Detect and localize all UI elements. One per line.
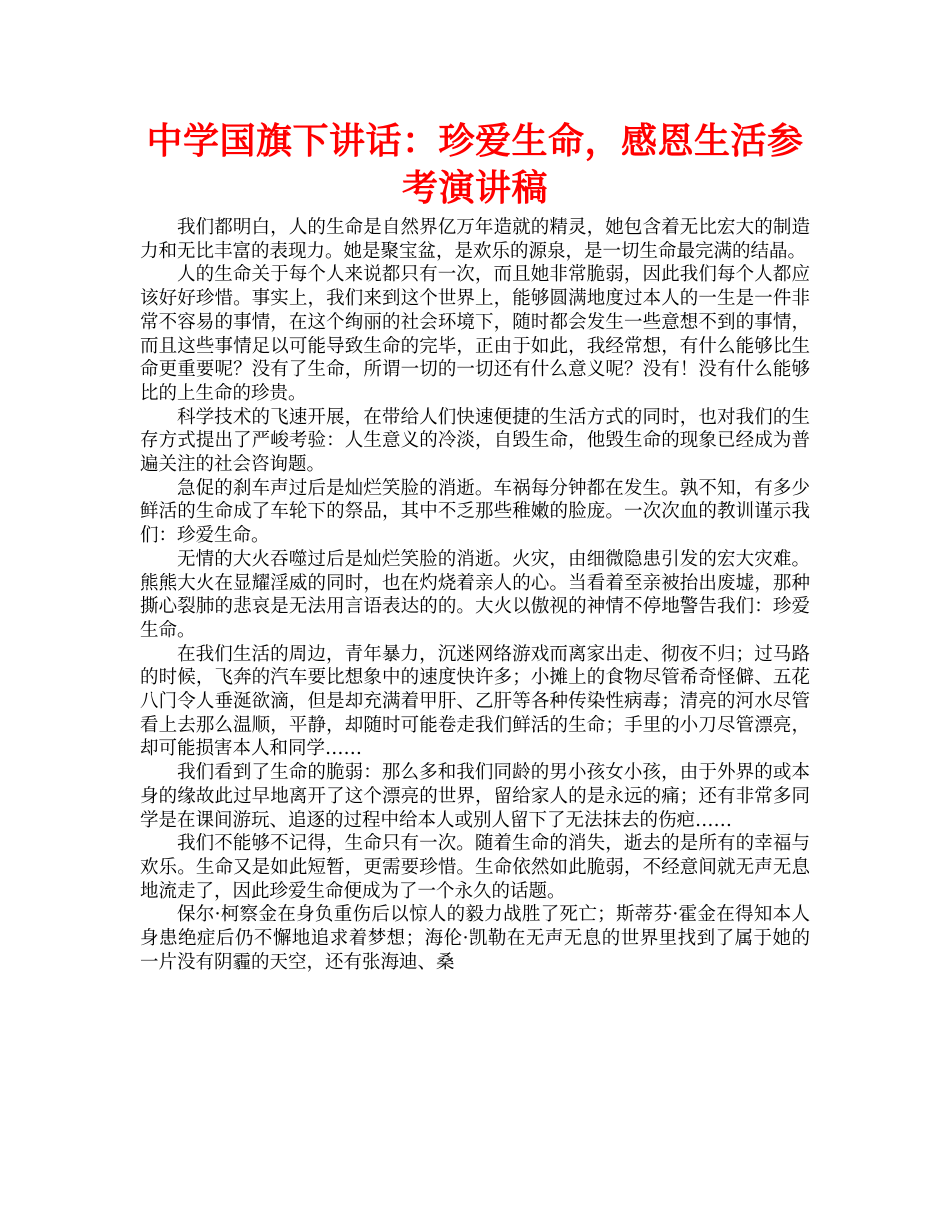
paragraph: 科学技术的飞速开展，在带给人们快速便捷的生活方式的同时，也对我们的生存方式提出了严峻考验：人生意义的冷淡，自毁生命，他毁生命的现象已经成为普遍关注的社会咨询题。 [140, 406, 810, 476]
paragraph: 我们都明白，人的生命是自然界亿万年造就的精灵，她包含着无比宏大的制造力和无比丰富的表现力。她是聚宝盆，是欢乐的源泉，是一切生命最完满的结晶。 [140, 217, 810, 262]
document-body [140, 216, 810, 975]
paragraph: 在我们生活的周边，青年暴力，沉迷网络游戏而离家出走、彻夜不归；过马路的时候，飞奔的汽车要比想象中的速度快许多；小摊上的食物尽管希奇怪僻、五花八门令人垂涎欲滴，但是却充满着甲肝、乙肝等各种传染性病毒；清亮的河水尽管看上去那么温顺，平静，却随时可能卷走我们鲜活的生命；手里的小刀尽管漂亮，却可能损害本人和同学…… [140, 643, 810, 760]
paragraph: 人的生命关于每个人来说都只有一次，而且她非常脆弱，因此我们每个人都应该好好珍惜。事实上，我们来到这个世界上，能够圆满地度过本人的一生是一件非常不容易的事情，在这个绚丽的社会环境下，随时都会发生一些意想不到的事情，而且这些事情足以可能导致生命的完毕，正由于如此，我经常想，有什么能够比生命更重要呢？没有了生命，所谓一切的一切还有什么意义呢？没有！没有什么能够比的上生命的珍贵。 [140, 264, 810, 404]
paragraph: 无情的大火吞噬过后是灿烂笑脸的消逝。火灾，由细微隐患引发的宏大灾难。熊熊大火在显耀淫威的同时，也在灼烧着亲人的心。当看着至亲被抬出废墟，那种撕心裂肺的悲哀是无法用言语表达的的。大火以傲视的神情不停地警告我们：珍爱生命。 [140, 548, 810, 641]
document-page [140, 118, 810, 975]
paragraph: 保尔·柯察金在身负重伤后以惊人的毅力战胜了死亡；斯蒂芬·霍金在得知本人身患绝症后仍不懈地追求着梦想；海伦·凯勒在无声无息的世界里找到了属于她的一片没有阴霾的天空，还有张海迪、桑 [140, 904, 810, 973]
paragraph: 我们看到了生命的脆弱：那么多和我们同龄的男小孩女小孩，由于外界的或本身的缘故此过早地离开了这个漂亮的世界，留给家人的是永远的痛；还有非常多同学是在课间游玩、追逐的过程中给本人或别人留下了无法抹去的伤疤…… [140, 762, 810, 831]
paragraph: 我们不能够不记得，生命只有一次。随着生命的消失，逝去的是所有的幸福与欢乐。生命又是如此短暂，更需要珍惜。生命依然如此脆弱，不经意间就无声无息地流走了，因此珍爱生命便成为了一个永久的话题。 [140, 833, 810, 902]
paragraph: 急促的刹车声过后是灿烂笑脸的消逝。车祸每分钟都在发生。孰不知，有多少鲜活的生命成了车轮下的祭品，其中不乏那些稚嫩的脸庞。一次次血的教训谨示我们：珍爱生命。 [140, 477, 810, 547]
document-title: 中学国旗下讲话：珍爱生命，感恩生活参考演讲稿 [146, 121, 804, 209]
